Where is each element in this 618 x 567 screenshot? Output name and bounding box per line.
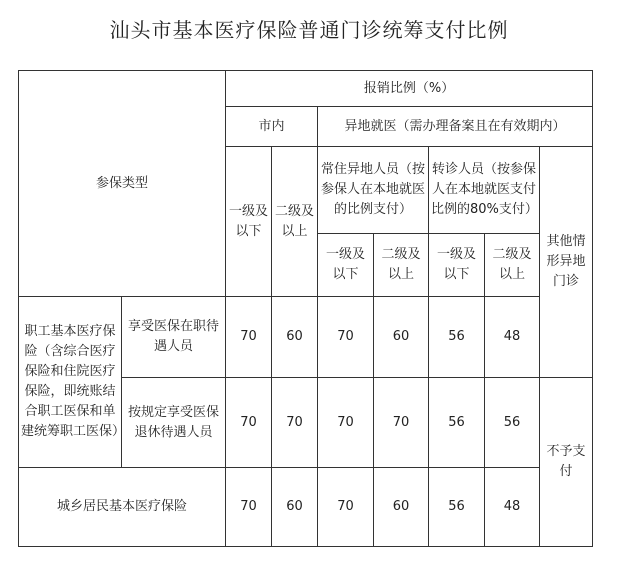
header-other-nonlocal: 其他情形异地门诊 <box>540 147 593 378</box>
cell-retired-resident-level1: 70 <box>318 378 374 468</box>
cell-resident-local-level1: 70 <box>226 468 272 547</box>
cell-resident-transfer-level2: 48 <box>485 468 540 547</box>
header-reimbursement-ratio: 报销比例（%） <box>226 71 593 107</box>
cell-retired-transfer-level2: 56 <box>485 378 540 468</box>
cell-active-local-level1: 70 <box>226 297 272 378</box>
header-resident-nonlocal: 常住异地人员（按参保人在本地就医的比例支付） <box>318 147 429 234</box>
row-label-resident-insurance: 城乡居民基本医疗保险 <box>19 468 226 547</box>
cell-active-local-level2: 60 <box>272 297 318 378</box>
header-nonlocal: 异地就医（需办理备案且在有效期内） <box>318 107 593 147</box>
header-transfer-level2: 二级及以上 <box>485 234 540 297</box>
header-local: 市内 <box>226 107 318 147</box>
table-row-active-staff <box>19 297 593 378</box>
cell-retired-resident-level2: 70 <box>374 378 429 468</box>
header-resident-level1: 一级及以下 <box>318 234 374 297</box>
cell-resident-transfer-level1: 56 <box>429 468 485 547</box>
cell-active-transfer-level1: 56 <box>429 297 485 378</box>
header-insurance-type: 参保类型 <box>19 71 226 297</box>
cell-resident-resident-level2: 60 <box>374 468 429 547</box>
cell-retired-local-level2: 70 <box>272 378 318 468</box>
reimbursement-table <box>18 70 593 547</box>
header-local-level1: 一级及以下 <box>226 147 272 297</box>
cell-active-resident-level1: 70 <box>318 297 374 378</box>
cell-active-resident-level2: 60 <box>374 297 429 378</box>
table-row-resident-insurance <box>19 468 593 547</box>
header-local-level2: 二级及以上 <box>272 147 318 297</box>
cell-resident-local-level2: 60 <box>272 468 318 547</box>
header-resident-level2: 二级及以上 <box>374 234 429 297</box>
cell-retired-local-level1: 70 <box>226 378 272 468</box>
cell-active-transfer-level2: 48 <box>485 297 540 378</box>
cell-other-not-paid: 不予支付 <box>540 378 593 547</box>
page-title: 汕头市基本医疗保险普通门诊统筹支付比例 <box>109 18 509 42</box>
row-label-active-staff: 享受医保在职待遇人员 <box>122 297 226 378</box>
row-label-retired-staff: 按规定享受医保退休待遇人员 <box>122 378 226 468</box>
header-transfer: 转诊人员（按参保人在本地就医支付比例的80%支付） <box>429 147 540 234</box>
cell-retired-transfer-level1: 56 <box>429 378 485 468</box>
cell-resident-resident-level1: 70 <box>318 468 374 547</box>
employee-group-label: 职工基本医疗保险（含综合医疗保险和住院医疗保险，即统账结合职工医保和单建统筹职工医保） <box>19 297 122 468</box>
header-transfer-level1: 一级及以下 <box>429 234 485 297</box>
header-row-1 <box>19 71 593 107</box>
